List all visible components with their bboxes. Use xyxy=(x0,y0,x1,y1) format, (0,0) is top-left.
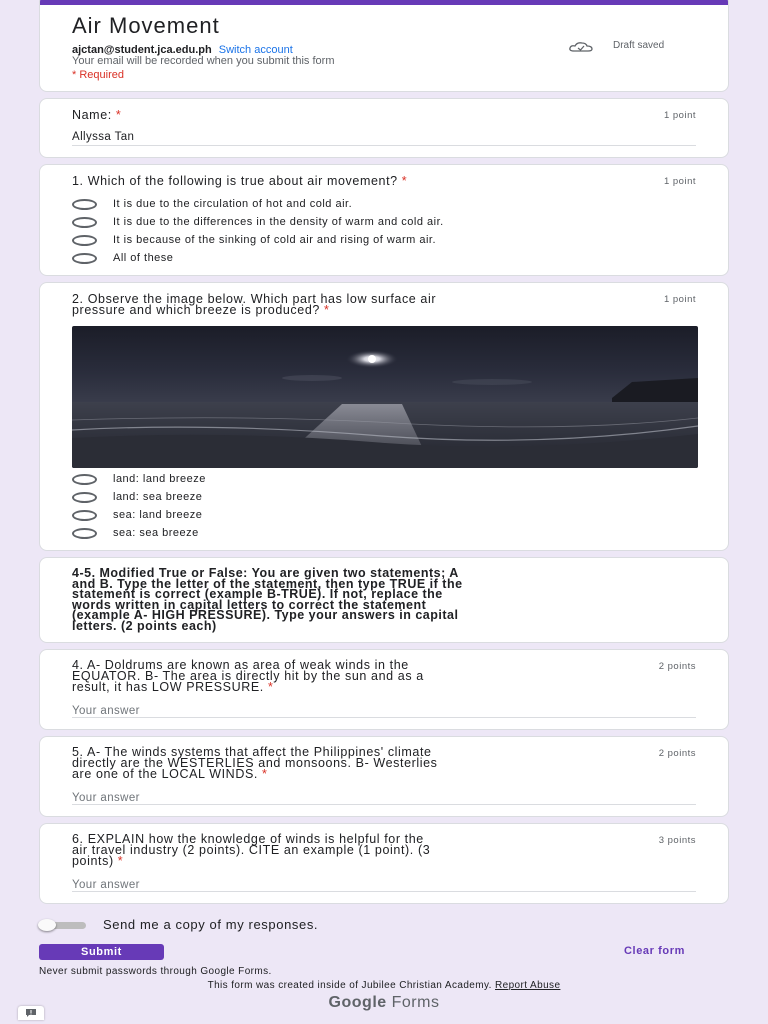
required-star: * xyxy=(115,108,122,122)
draft-saved-status: Draft saved xyxy=(613,40,665,51)
required-note: * Required xyxy=(72,69,124,81)
question-card-name xyxy=(39,98,729,158)
report-abuse-link[interactable]: Report Abuse xyxy=(495,980,561,991)
question-points: 2 points xyxy=(658,661,696,672)
section-description: 4-5. Modified True or False: You are given two statements; A and B. Type the letter of the statement, then type TRUE if the statement is correct (example B-TRUE). If not, replace the words written in capital letters to correct the statement (example A- HIGH PRESSURE). Type your answers in capital letters. (2 points each) xyxy=(72,566,463,633)
form-header-card xyxy=(39,0,729,92)
cloud-saved-icon xyxy=(568,41,594,53)
question-card-4 xyxy=(39,649,729,730)
answer-input[interactable]: Your answer xyxy=(72,792,140,804)
password-warning: Never submit passwords through Google Forms. xyxy=(39,966,272,977)
account-email: ajctan@student.jca.edu.ph xyxy=(72,44,212,56)
email-record-note: Your email will be recorded when you submit this form xyxy=(72,55,335,67)
radio-option[interactable] xyxy=(72,215,444,229)
name-answer-input[interactable]: Allyssa Tan xyxy=(72,131,135,143)
answer-underline xyxy=(72,145,696,146)
switch-account-link[interactable]: Switch account xyxy=(218,44,293,56)
toggle-knob xyxy=(38,919,56,931)
clear-form-button[interactable]: Clear form xyxy=(624,945,686,957)
option-label: sea: land breeze xyxy=(113,509,203,521)
radio-option[interactable] xyxy=(72,251,173,265)
required-star: * xyxy=(401,174,408,188)
answer-underline xyxy=(72,717,696,718)
option-label: It is because of the sinking of cold air and rising of warm air. xyxy=(113,234,437,246)
required-star: * xyxy=(324,303,330,317)
option-label: land: sea breeze xyxy=(113,491,203,503)
option-label: land: land breeze xyxy=(113,473,206,485)
question-card-5 xyxy=(39,736,729,817)
radio-option[interactable] xyxy=(72,233,436,247)
answer-underline xyxy=(72,891,696,892)
question-card-2 xyxy=(39,282,729,551)
question-title: Name: * xyxy=(72,108,122,122)
radio-button[interactable] xyxy=(72,510,97,521)
option-label: sea: sea breeze xyxy=(113,527,199,539)
radio-button[interactable] xyxy=(72,235,97,246)
radio-button[interactable] xyxy=(72,492,97,503)
radio-option[interactable] xyxy=(72,508,202,522)
question-title: 2. Observe the image below. Which part has low surface air pressure and which breeze is produced? * xyxy=(72,292,437,317)
section-description-card xyxy=(39,557,729,643)
send-copy-label: Send me a copy of my responses. xyxy=(103,917,319,932)
submit-button[interactable]: Submit xyxy=(39,944,164,960)
radio-option[interactable] xyxy=(72,197,352,211)
question-title: 1. Which of the following is true about air movement? * xyxy=(72,174,408,188)
radio-button[interactable] xyxy=(72,217,97,228)
radio-option[interactable] xyxy=(72,526,199,540)
question-title: 6. EXPLAIN how the knowledge of winds is helpful for the air travel industry (2 points). CITE an example (1 point). (3 points) * xyxy=(72,832,431,868)
question-points: 1 point xyxy=(663,110,696,121)
radio-option[interactable] xyxy=(72,472,206,486)
feedback-icon xyxy=(26,1009,36,1017)
send-copy-toggle[interactable] xyxy=(38,920,88,930)
radio-button[interactable] xyxy=(72,528,97,539)
feedback-button[interactable] xyxy=(18,1006,44,1020)
radio-button[interactable] xyxy=(72,253,97,264)
night-beach-moon-image xyxy=(72,326,698,468)
form-title: Air Movement xyxy=(72,13,220,38)
answer-input[interactable]: Your answer xyxy=(72,879,140,891)
accent-bar xyxy=(40,0,728,5)
option-label: It is due to the differences in the density of warm and cold air. xyxy=(113,216,444,228)
radio-button[interactable] xyxy=(72,199,97,210)
required-star: * xyxy=(262,767,268,781)
radio-option[interactable] xyxy=(72,490,202,504)
question-points: 1 point xyxy=(663,294,696,305)
required-star: * xyxy=(267,680,274,694)
question-card-6 xyxy=(39,823,729,904)
question-points: 2 points xyxy=(658,748,696,759)
option-label: It is due to the circulation of hot and cold air. xyxy=(113,198,353,210)
question-card-1 xyxy=(39,164,729,276)
required-star: * xyxy=(117,854,124,868)
option-label: All of these xyxy=(113,252,174,264)
question-points: 3 points xyxy=(658,835,696,846)
answer-input[interactable]: Your answer xyxy=(72,705,140,717)
question-title: 4. A- Doldrums are known as area of weak winds in the EQUATOR. B- The area is directly hit by the sun and as a result, it has LOW PRESSURE. * xyxy=(72,658,424,694)
form-created-note: This form was created inside of Jubilee Christian Academy. Report Abuse xyxy=(207,980,561,991)
question-points: 1 point xyxy=(663,176,696,187)
question-title: 5. A- The winds systems that affect the Philippines' climate directly are the WESTERLIES and monsoons. B- Westerlies are one of the LOCAL WINDS. * xyxy=(72,745,438,781)
answer-underline xyxy=(72,804,696,805)
google-forms-logo[interactable]: Google Forms xyxy=(328,994,440,1011)
radio-button[interactable] xyxy=(72,474,97,485)
